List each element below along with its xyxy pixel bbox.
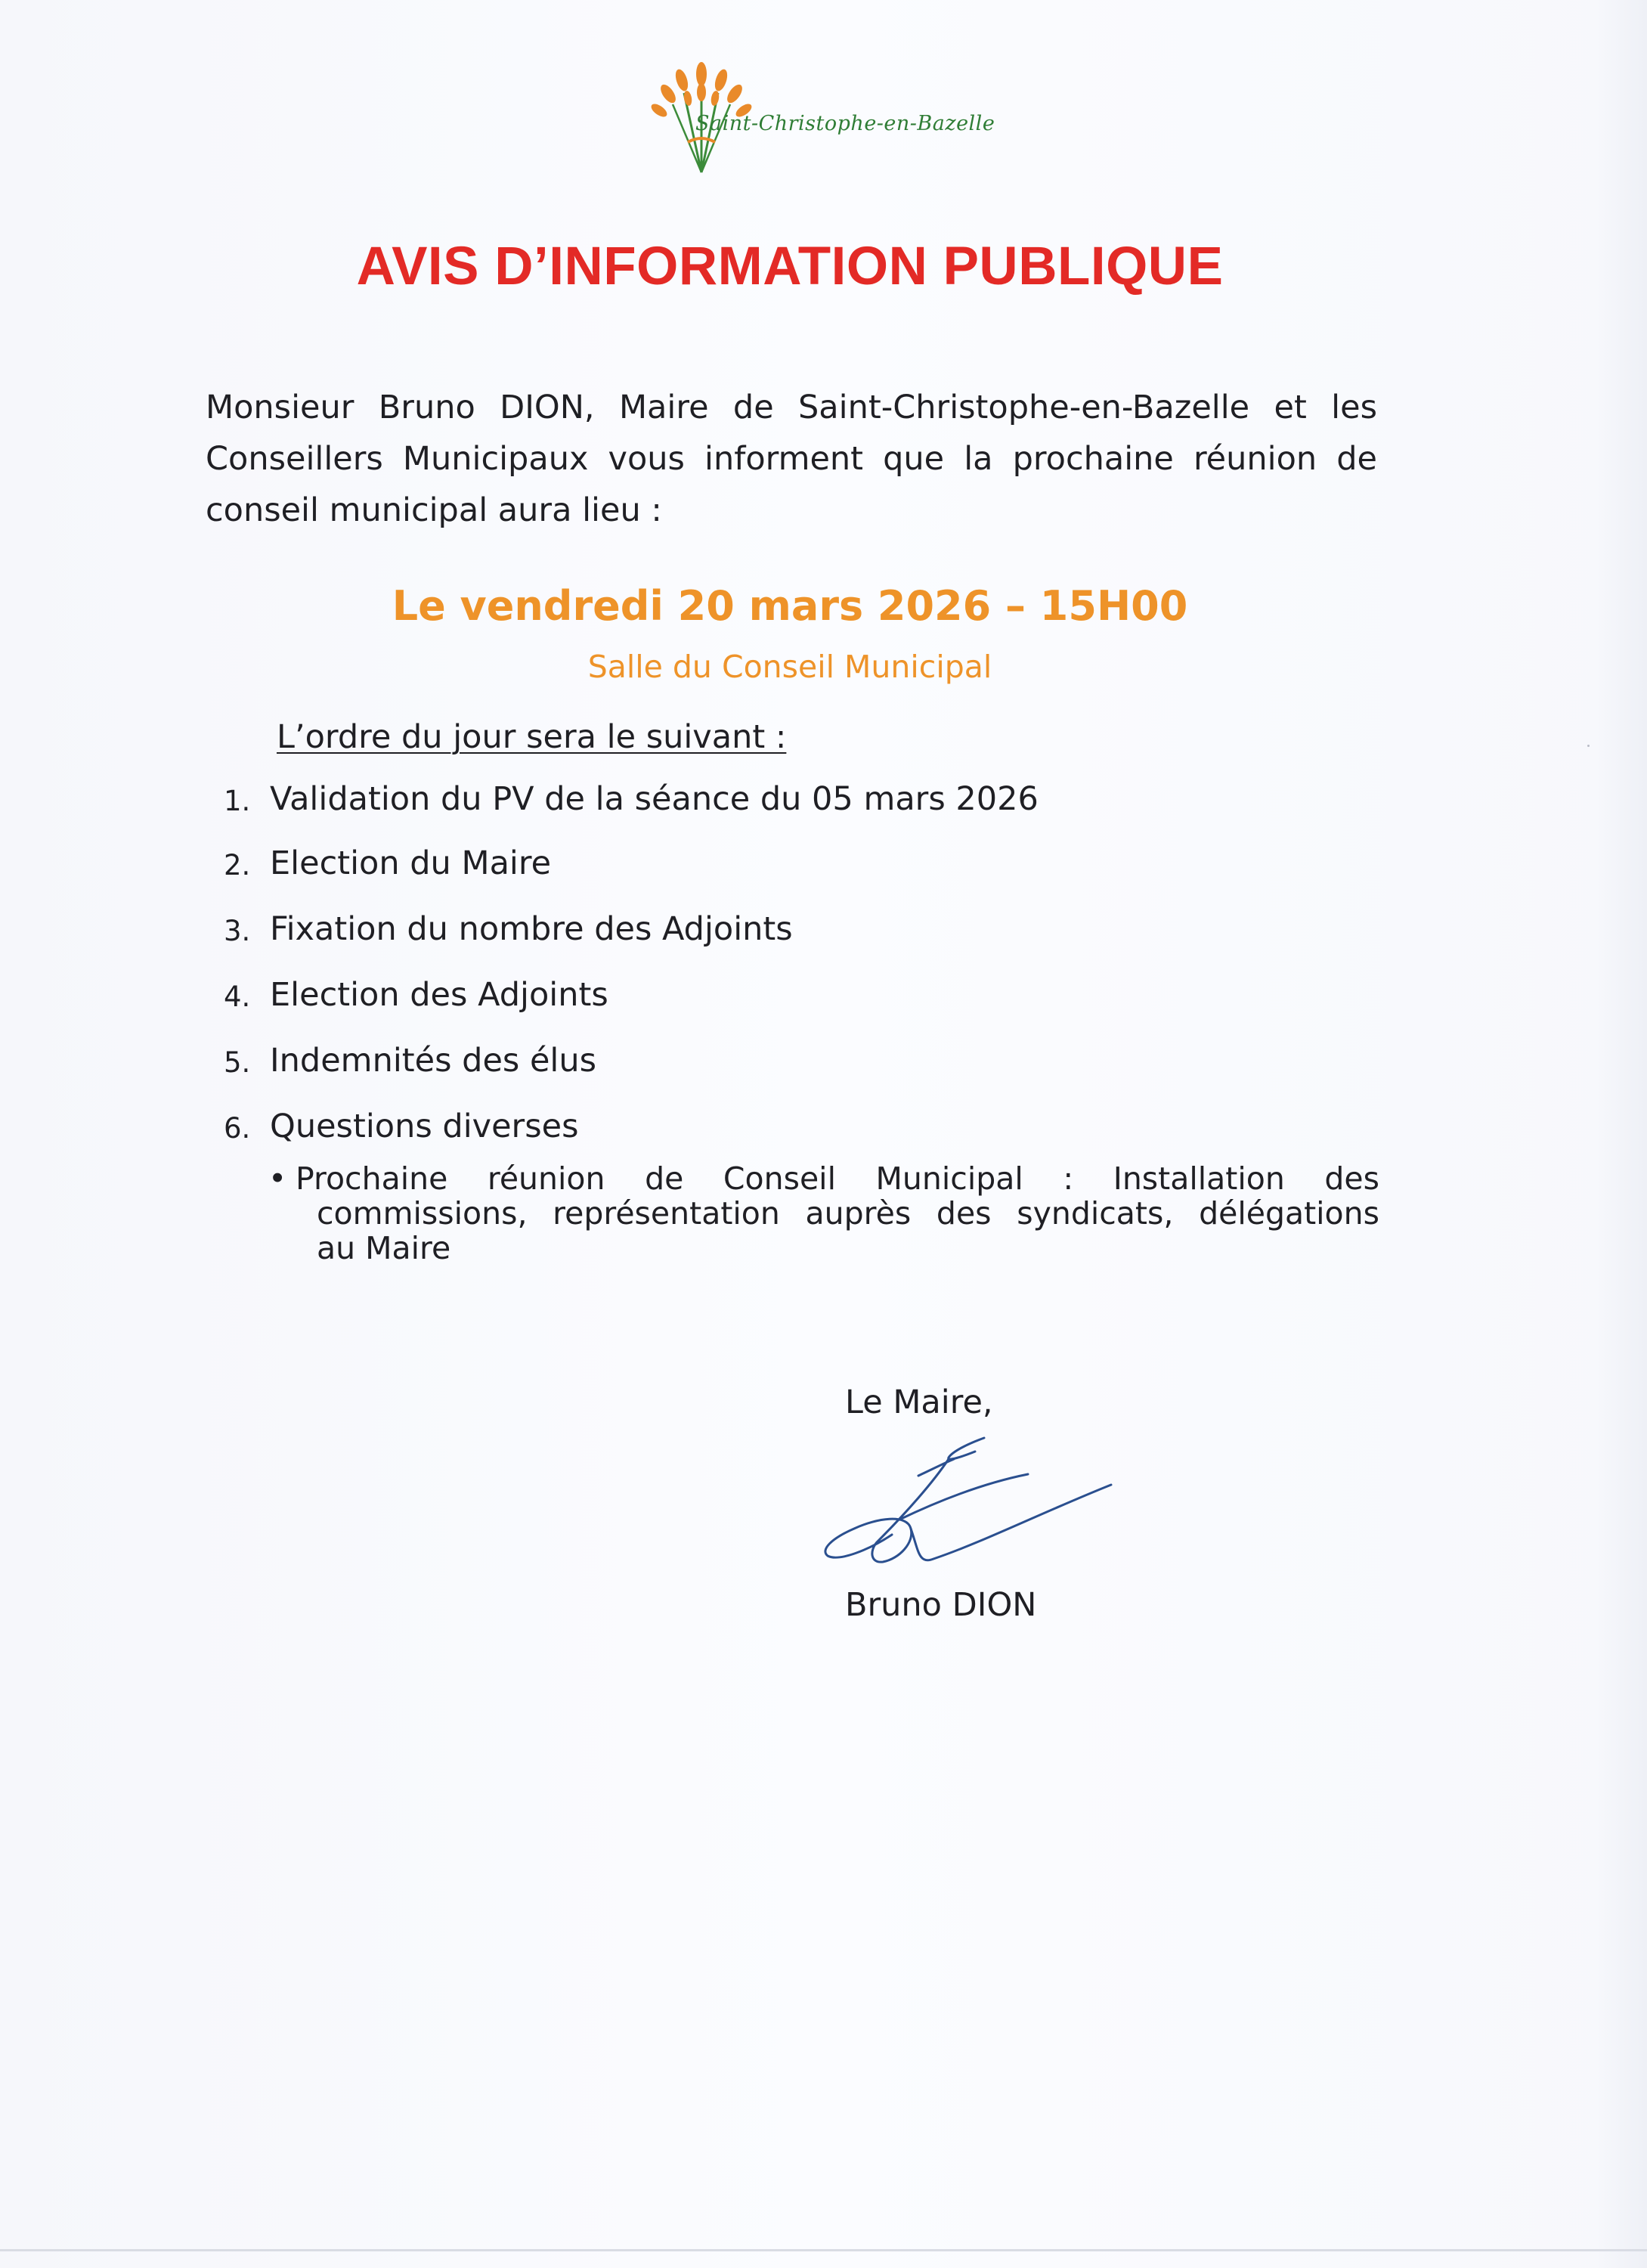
logo-label: Saint-Christophe-en-Bazelle: [695, 112, 995, 135]
agenda-item-text: Questions diverses: [270, 1108, 579, 1145]
intro-paragraph: Monsieur Bruno DION, Maire de Saint-Christophe-en-Bazelle et les Conseillers Municipaux vous informent que la prochaine réunion de conseil municipal aura lieu :: [206, 389, 1377, 529]
agenda-item-number: 4.: [224, 981, 251, 1013]
page-title: AVIS D’INFORMATION PUBLIQUE: [356, 237, 1224, 296]
sub-bullet-line: Prochaine réunion de Conseil Municipal : Installation des: [296, 1160, 1379, 1197]
agenda-heading: L’ordre du jour sera le suivant :: [277, 718, 787, 756]
handwritten-signature: [786, 1429, 1119, 1580]
scan-bottom-line: [0, 2249, 1647, 2251]
signature-salutation: Le Maire,: [845, 1383, 993, 1421]
agenda-item-number: 2.: [224, 849, 251, 881]
sub-bullet-line: commissions, représentation auprès des syndicats, délégations: [317, 1195, 1379, 1232]
scan-edge-shading: [1594, 0, 1647, 2268]
agenda-item-number: 5.: [224, 1046, 251, 1079]
agenda-item-number: 6.: [224, 1112, 251, 1145]
bullet-icon: •: [268, 1160, 287, 1197]
sub-bullet-text: [296, 1161, 1379, 1266]
agenda-item-text: Indemnités des élus: [270, 1042, 597, 1080]
agenda-item-text: Fixation du nombre des Adjoints: [270, 910, 793, 948]
agenda-item-text: Election du Maire: [270, 844, 552, 882]
scan-speck: [1587, 745, 1590, 747]
municipality-logo: [642, 59, 995, 180]
signature-name: Bruno DION: [845, 1586, 1037, 1624]
meeting-venue: Salle du Conseil Municipal: [587, 649, 992, 685]
agenda-item-number: 3.: [224, 915, 251, 947]
agenda-item-text: Validation du PV de la séance du 05 mars 2026: [270, 780, 1039, 818]
agenda-item-text: Election des Adjoints: [270, 976, 608, 1014]
meeting-date: Le vendredi 20 mars 2026 – 15H00: [392, 582, 1188, 630]
sub-bullet-line: au Maire: [317, 1230, 451, 1266]
agenda-item-number: 1.: [224, 785, 251, 817]
